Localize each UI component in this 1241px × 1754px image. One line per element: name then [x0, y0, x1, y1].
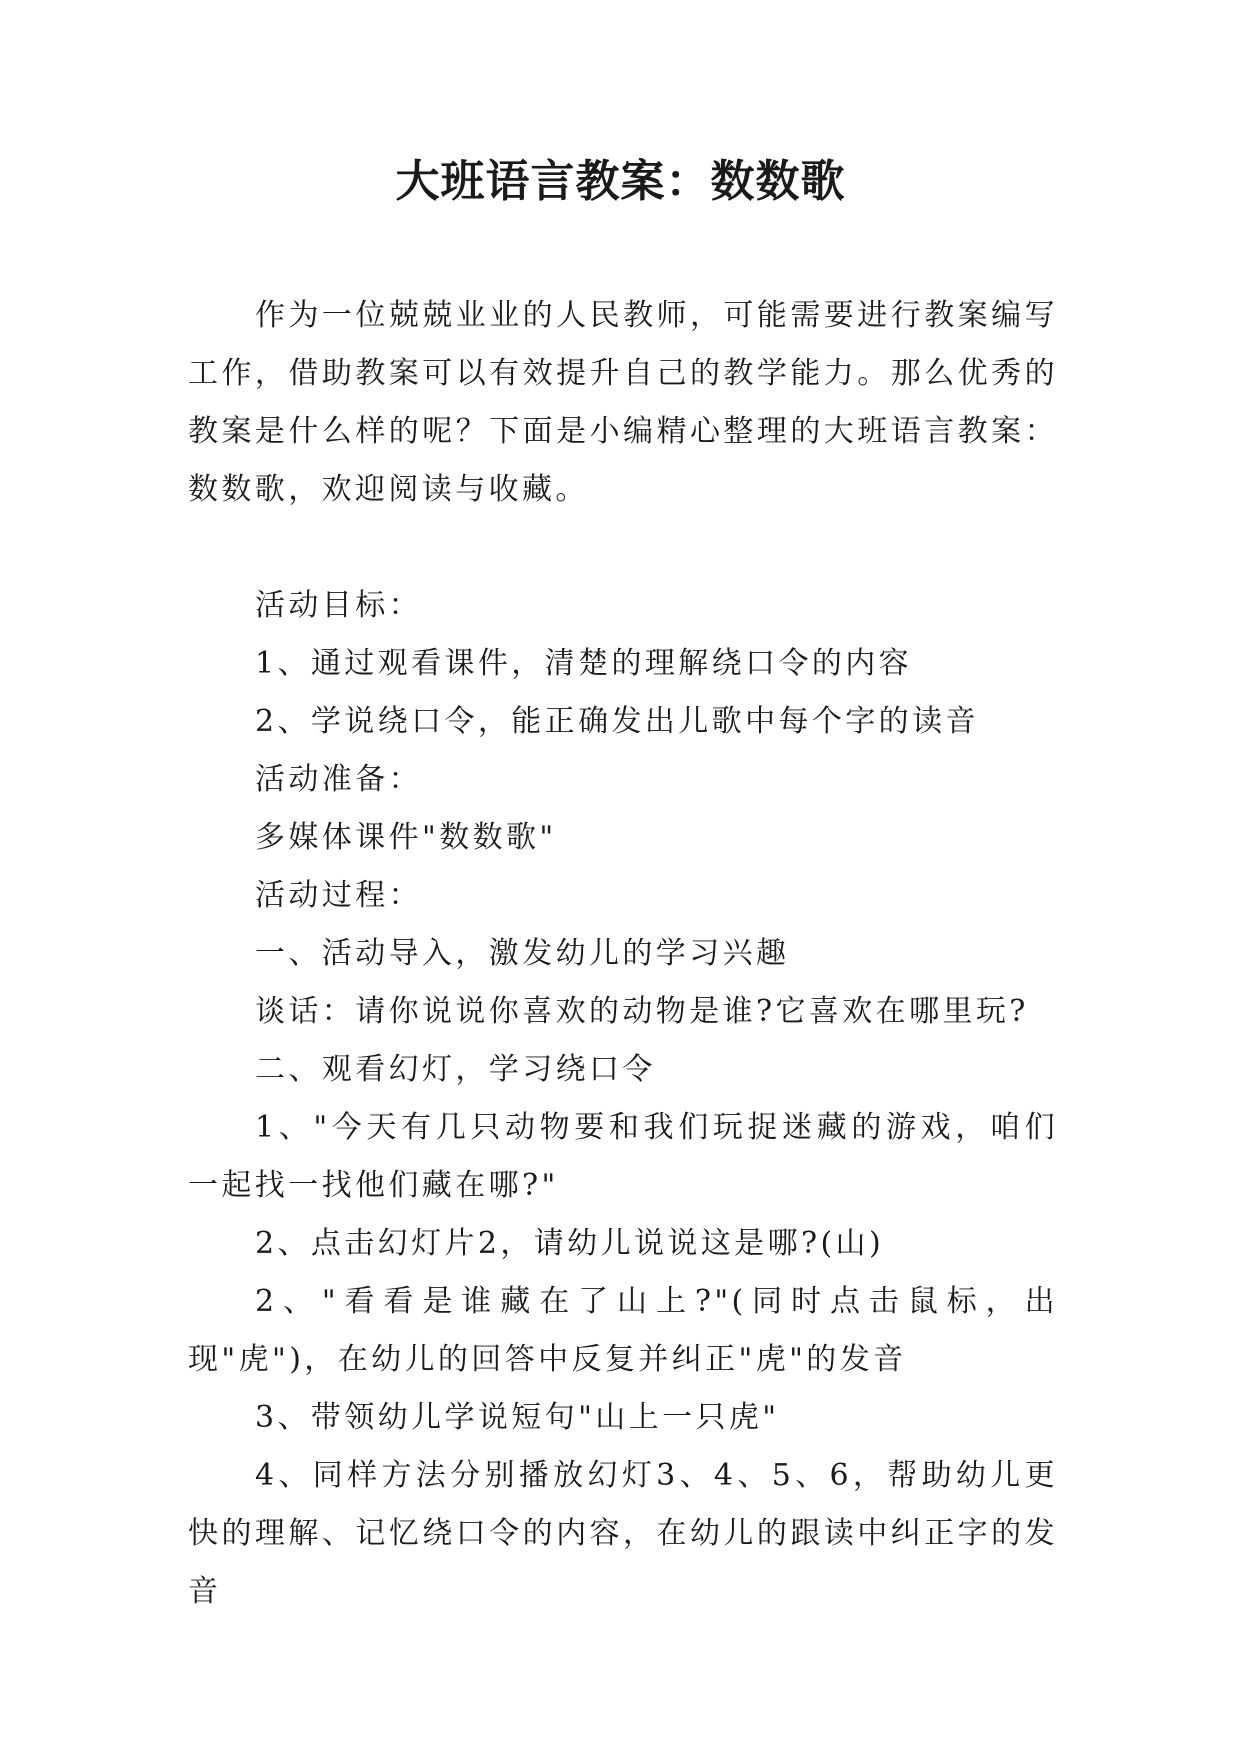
- prep-item: 多媒体课件"数数歌": [255, 820, 557, 855]
- talk-line: 谈话：请你说说你喜欢的动物是谁?它喜欢在哪里玩?: [255, 994, 1029, 1029]
- process-item-1: 1、"今天有几只动物要和我们玩捉迷藏的游戏，咱们一起找一找他们藏在哪?": [188, 1110, 1058, 1203]
- prep-heading: 活动准备：: [255, 762, 422, 797]
- goal-item-2: 2、学说绕口令，能正确发出儿歌中每个字的读音: [255, 704, 979, 739]
- intro-paragraph: 作为一位兢兢业业的人民教师，可能需要进行教案编写工作，借助教案可以有效提升自己的教学能力。那么优秀的教案是什么样的呢？下面是小编精心整理的大班语言教案：数数歌，欢迎阅读与收藏。: [188, 298, 1058, 507]
- step-one-heading: 一、活动导入，激发幼儿的学习兴趣: [255, 936, 790, 971]
- goals-heading: 活动目标：: [255, 588, 422, 623]
- process-heading: 活动过程：: [255, 878, 422, 913]
- process-item-4: 4、同样方法分别播放幻灯3、4、5、6，帮助幼儿更快的理解、记忆绕口令的内容，在幼儿的跟读中纠正字的发音: [188, 1458, 1058, 1609]
- process-item-2b: 2、"看看是谁藏在了山上?"(同时点击鼠标，出现"虎")，在幼儿的回答中反复并纠正"虎"的发音: [188, 1284, 1058, 1377]
- page-title: 大班语言教案：数数歌: [395, 156, 846, 207]
- lesson-content: [188, 577, 1058, 1621]
- step-two-heading: 二、观看幻灯，学习绕口令: [255, 1052, 656, 1087]
- goal-item-1: 1、通过观看课件，清楚的理解绕口令的内容: [255, 646, 913, 681]
- process-item-3: 3、带领幼儿学说短句"山上一只虎": [255, 1400, 780, 1435]
- process-item-2: 2、点击幻灯片2，请幼儿说说这是哪?(山): [255, 1226, 885, 1261]
